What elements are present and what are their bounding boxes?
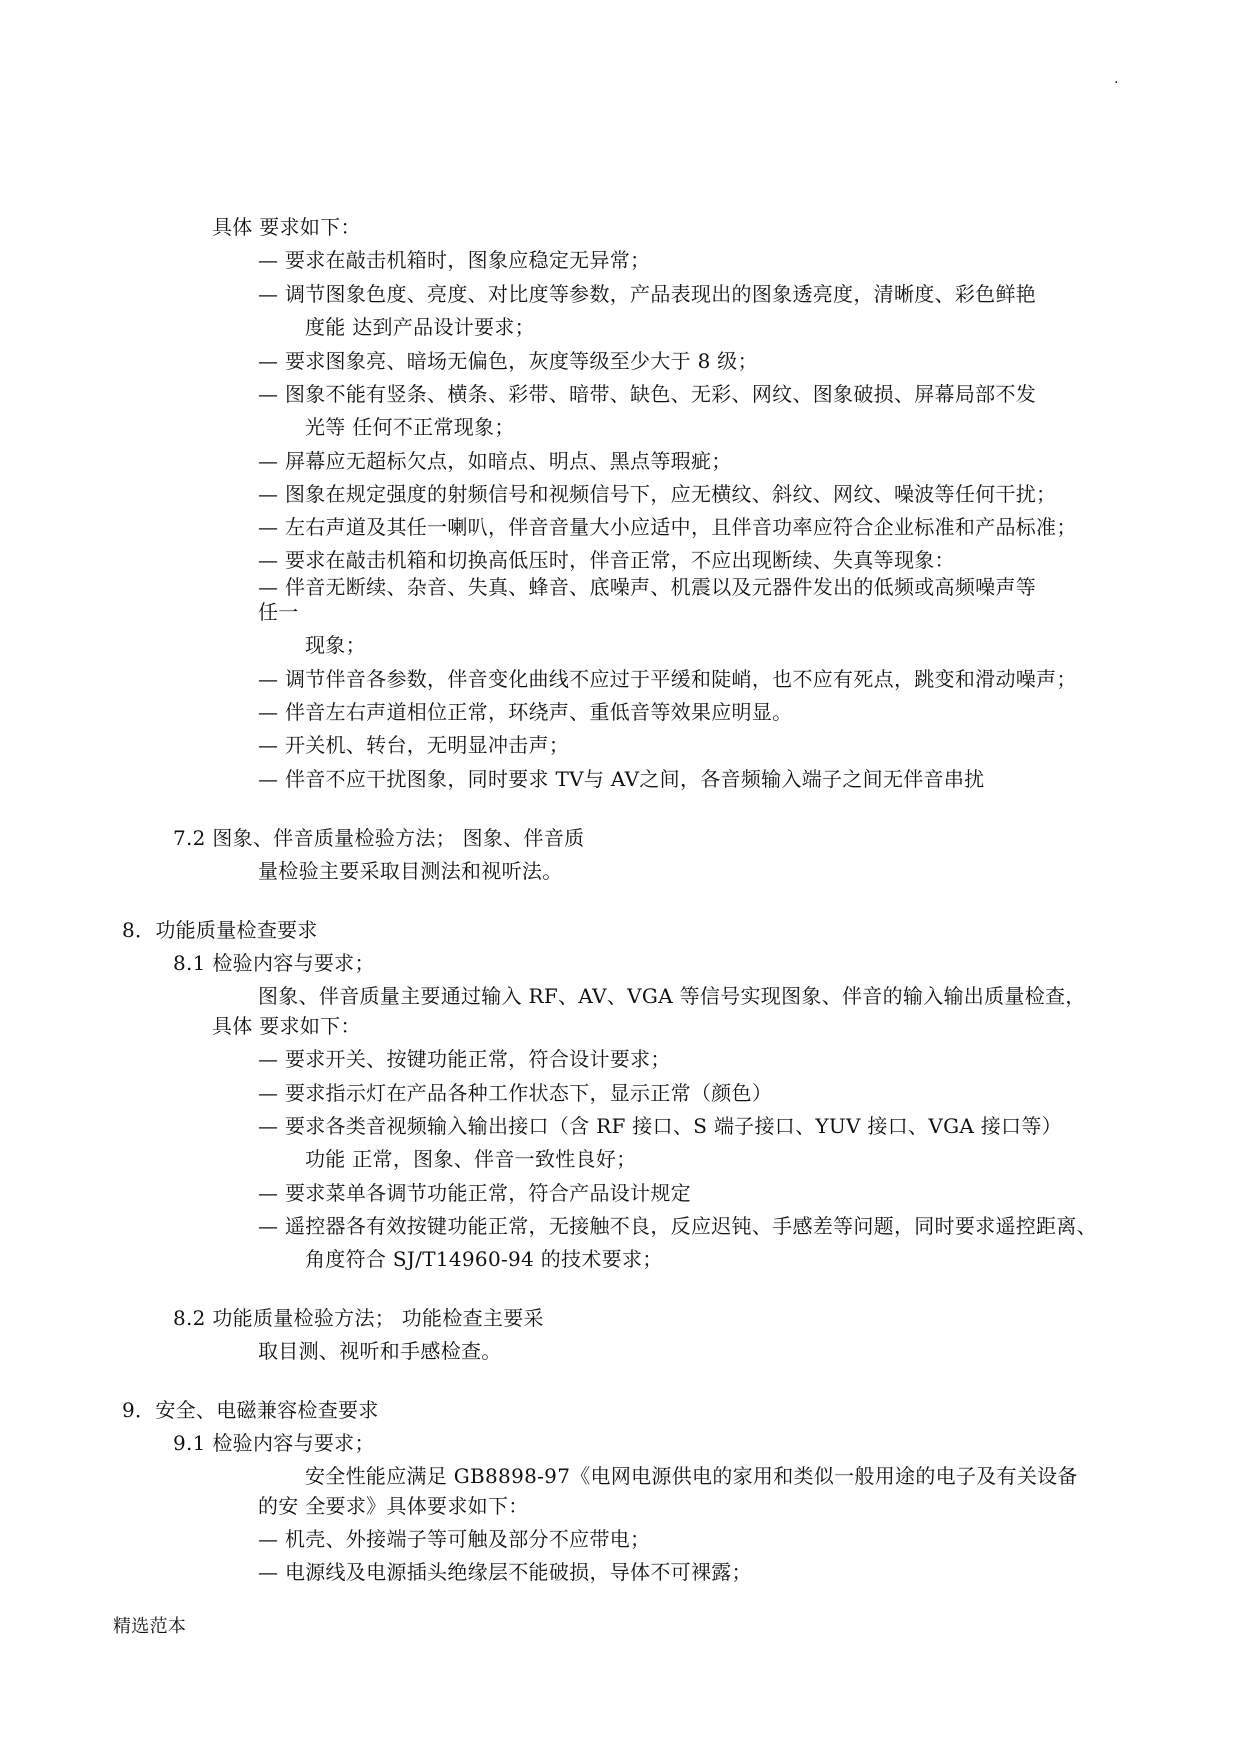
list-item-continuation: 功能 正常，图象、伴音一致性良好； xyxy=(305,1147,637,1171)
list-item: — 伴音左右声道相位正常，环绕声、重低音等效果应明显。 xyxy=(258,700,793,724)
list-item: — 伴音无断续、杂音、失真、蜂音、底噪声、机震以及元器件发出的低频或高频噪声等 xyxy=(258,575,1037,599)
section7-intro: 具体 要求如下： xyxy=(212,215,361,239)
paragraph: 的安 全要求》具体要求如下： xyxy=(258,1494,529,1518)
subsection-title: 9.1 检验内容与要求； xyxy=(173,1431,375,1455)
list-item: — 要求指示灯在产品各种工作状态下，显示正常（颜色） xyxy=(258,1081,773,1105)
list-item: — 要求图象亮、暗场无偏色，灰度等级至少大于 8 级； xyxy=(258,349,758,373)
list-item: — 伴音不应干扰图象，同时要求 TV与 AV之间，各音频输入端子之间无伴音串扰 xyxy=(258,767,985,791)
page-footer: 精选范本 xyxy=(113,1616,187,1637)
section-heading: 8．功能质量检查要求 xyxy=(122,918,318,942)
list-item-continuation: 度能 达到产品设计要求； xyxy=(305,315,535,339)
list-item: — 要求在敲击机箱时，图象应稳定无异常； xyxy=(258,248,651,272)
list-item-continuation: 光等 任何不正常现象； xyxy=(305,415,515,439)
list-item: — 调节图象色度、亮度、对比度等参数，产品表现出的图象透亮度，清晰度、彩色鲜艳 xyxy=(258,282,1037,306)
list-item: — 遥控器各有效按键功能正常，无接触不良，反应迟钝、手感差等问题，同时要求遥控距离、 xyxy=(258,1214,1097,1238)
page-corner-mark: . xyxy=(1114,71,1119,87)
section-heading: 9．安全、电磁兼容检查要求 xyxy=(122,1398,379,1422)
list-item: — 图象不能有竖条、横条、彩带、暗带、缺色、无彩、网纹、图象破损、屏幕局部不发 xyxy=(258,382,1037,406)
list-item-continuation: 角度符合 SJ/T14960-94 的技术要求； xyxy=(305,1247,663,1271)
subsection-title: 8.1 检验内容与要求； xyxy=(173,951,375,975)
list-item: — 图象在规定强度的射频信号和视频信号下，应无横纹、斜纹、网纹、噪波等任何干扰； xyxy=(258,482,1057,506)
list-item: — 左右声道及其任一喇叭，伴音音量大小应适中，且伴音功率应符合企业标准和产品标准； xyxy=(258,515,1077,539)
list-item: — 屏幕应无超标欠点，如暗点、明点、黑点等瑕疵； xyxy=(258,449,732,473)
subsection-title: 7.2 图象、伴音质量检验方法； 图象、伴音质 xyxy=(173,826,585,850)
list-item: — 要求在敲击机箱和切换高低压时，伴音正常，不应出现断续、失真等现象： xyxy=(258,548,955,572)
list-item: — 机壳、外接端子等可触及部分不应带电； xyxy=(258,1527,651,1551)
list-item: — 调节伴音各参数，伴音变化曲线不应过于平缓和陡峭，也不应有死点，跳变和滑动噪声； xyxy=(258,667,1077,691)
paragraph: 取目测、视听和手感检查。 xyxy=(258,1339,502,1363)
list-item: — 要求菜单各调节功能正常，符合产品设计规定 xyxy=(258,1181,691,1205)
list-item-continuation: 现象； xyxy=(305,633,366,657)
list-item-continuation: 任一 xyxy=(258,600,299,624)
list-item: — 电源线及电源插头绝缘层不能破损，导体不可裸露； xyxy=(258,1560,752,1584)
subsection-title: 8.2 功能质量检验方法； 功能检查主要采 xyxy=(173,1306,544,1330)
paragraph: 具体 要求如下： xyxy=(212,1014,361,1038)
list-item: — 开关机、转台，无明显冲击声； xyxy=(258,733,570,757)
paragraph: 图象、伴音质量主要通过输入 RF、AV、VGA 等信号实现图象、伴音的输入输出质量检查， xyxy=(258,984,1086,1008)
paragraph: 安全性能应满足 GB8898-97《电网电源供电的家用和类似一般用途的电子及有关设备 xyxy=(305,1464,1078,1488)
list-item: — 要求开关、按键功能正常，符合设计要求； xyxy=(258,1047,671,1071)
list-item: — 要求各类音视频输入输出接口（含 RF 接口、S 端子接口、YUV 接口、VGA 接口等） xyxy=(258,1114,1062,1138)
paragraph: 量检验主要采取目测法和视听法。 xyxy=(258,859,563,883)
